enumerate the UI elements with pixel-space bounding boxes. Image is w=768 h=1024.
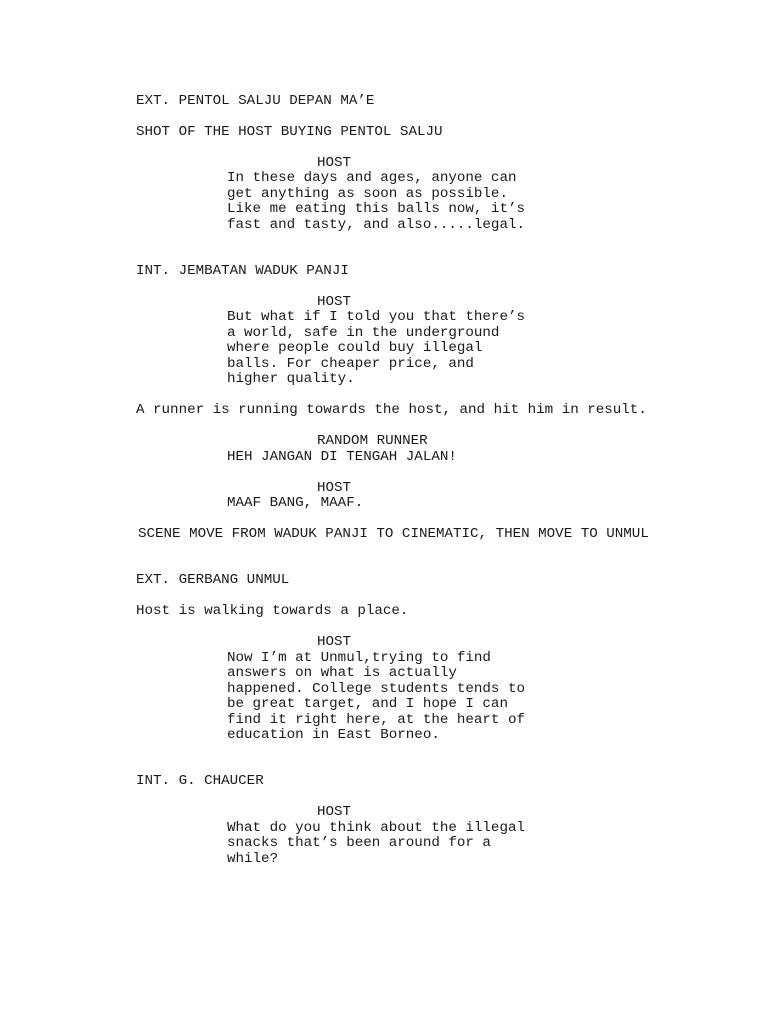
dialogue-line: higher quality. — [227, 371, 355, 387]
dialogue-line: Like me eating this balls now, it’s — [227, 201, 525, 217]
dialogue-line: What do you think about the illegal — [227, 820, 525, 836]
transition-line: SCENE MOVE FROM WADUK PANJI TO CINEMATIC, THEN MOVE TO UNMUL — [138, 526, 649, 542]
scene-heading: EXT. PENTOL SALJU DEPAN MA’E — [136, 93, 375, 109]
dialogue-line: In these days and ages, anyone can — [227, 170, 517, 186]
dialogue-line: fast and tasty, and also.....legal. — [227, 217, 525, 233]
action-line: SHOT OF THE HOST BUYING PENTOL SALJU — [136, 124, 443, 140]
character-name: HOST — [317, 480, 352, 496]
dialogue-line: balls. For cheaper price, and — [227, 356, 474, 372]
action-line: A runner is running towards the host, and hit him in result. — [136, 402, 647, 418]
character-name: HOST — [317, 155, 352, 171]
dialogue-line: But what if I told you that there’s — [227, 309, 525, 325]
dialogue-line: find it right here, at the heart of — [227, 712, 525, 728]
dialogue-line: where people could buy illegal — [227, 340, 483, 356]
dialogue-line: a world, safe in the underground — [227, 325, 500, 341]
scene-heading: INT. G. CHAUCER — [136, 773, 264, 789]
dialogue-line: be great target, and I hope I can — [227, 696, 508, 712]
dialogue-line: snacks that’s been around for a — [227, 835, 491, 851]
dialogue-line: MAAF BANG, MAAF. — [227, 495, 364, 511]
dialogue-line: happened. College students tends to — [227, 681, 525, 697]
dialogue-line: HEH JANGAN DI TENGAH JALAN! — [227, 449, 457, 465]
scene-heading: INT. JEMBATAN WADUK PANJI — [136, 263, 349, 279]
dialogue-line: answers on what is actually — [227, 665, 457, 681]
dialogue-line: Now I’m at Unmul,trying to find — [227, 650, 491, 666]
scene-heading: EXT. GERBANG UNMUL — [136, 572, 290, 588]
character-name: HOST — [317, 634, 352, 650]
character-name: RANDOM RUNNER — [317, 433, 428, 449]
dialogue-line: education in East Borneo. — [227, 727, 440, 743]
action-line: Host is walking towards a place. — [136, 603, 409, 619]
dialogue-line: get anything as soon as possible. — [227, 186, 508, 202]
dialogue-line: while? — [227, 851, 279, 867]
character-name: HOST — [317, 804, 352, 820]
character-name: HOST — [317, 294, 352, 310]
